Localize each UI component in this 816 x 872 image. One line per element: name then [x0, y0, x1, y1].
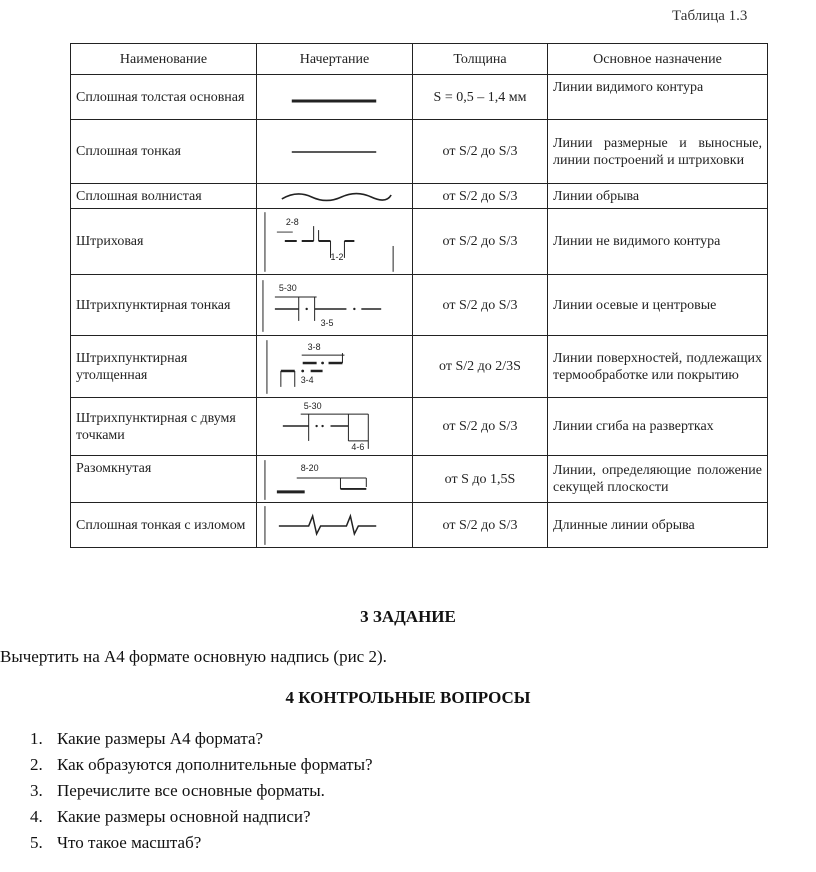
- line-purpose: Линии осевые и центровые: [548, 275, 768, 336]
- table-row: [71, 75, 768, 120]
- table-caption: Таблица 1.3: [672, 8, 748, 24]
- line-name: Сплошная тонкая с изломом: [71, 503, 257, 548]
- line-name: Штрихпунктирная утолщенная: [71, 336, 257, 398]
- table-row: [71, 336, 768, 398]
- task-text: Вычертить на А4 формате основную надпись (рис 2).: [0, 647, 387, 666]
- dim-label: 3-4: [300, 374, 314, 385]
- line-thickness: от S/2 до S/3: [413, 209, 548, 275]
- open-line-icon: [257, 457, 412, 502]
- table-row: [71, 503, 768, 548]
- line-thickness: от S/2 до 2/3S: [413, 336, 548, 398]
- solid-thin-line-icon: [257, 121, 412, 183]
- solid-thick-line-icon: [257, 75, 412, 119]
- line-purpose: Линии размерные и выносные, линии построений и штриховки: [548, 120, 768, 184]
- line-thickness: от S/2 до S/3: [413, 120, 548, 184]
- dash-dot-thick-line-icon: [257, 337, 412, 397]
- table-row: [71, 398, 768, 456]
- line-purpose: Линии, определяющие положение секущей плоскости: [548, 456, 768, 503]
- table-header-row: [71, 44, 768, 75]
- header-thickness: Толщина: [413, 44, 548, 75]
- line-purpose: Линии не видимого контура: [548, 209, 768, 275]
- line-name: Штриховая: [71, 209, 257, 275]
- dim-label: 4-6: [351, 441, 365, 452]
- dim-label: 3-8: [307, 341, 321, 352]
- dashed-line-icon: [257, 210, 412, 274]
- header-drawing: Начертание: [257, 44, 413, 75]
- table-row: [71, 120, 768, 184]
- list-item: 3. Перечислите все основные форматы.: [30, 781, 325, 800]
- dim-label: 2-8: [285, 216, 299, 227]
- line-types-table: [70, 43, 768, 548]
- wavy-line-icon: [257, 184, 412, 208]
- dash-dot-thin-line-icon: [257, 276, 412, 335]
- line-thickness: от S/2 до S/3: [413, 398, 548, 456]
- questions-list: [30, 729, 373, 859]
- list-item: 1. Какие размеры А4 формата?: [30, 729, 264, 748]
- line-thickness: от S/2 до S/3: [413, 503, 548, 548]
- dim-label: 3-5: [320, 317, 334, 328]
- list-item: 2. Как образуются дополнительные форматы?: [30, 755, 373, 774]
- header-purpose: Основное назначение: [548, 44, 768, 75]
- section3-heading: 3 ЗАДАНИЕ: [360, 607, 456, 626]
- line-purpose: Линии обрыва: [548, 184, 768, 209]
- dim-label: 5-30: [303, 400, 322, 411]
- line-purpose: Линии сгиба на развертках: [548, 398, 768, 456]
- table-row: [71, 209, 768, 275]
- table-row: [71, 275, 768, 336]
- line-purpose: Линии видимого контура: [548, 75, 768, 120]
- dash-double-dot-line-icon: [257, 399, 412, 455]
- dim-label: 1-2: [330, 251, 344, 262]
- line-name: Разомкнутая: [71, 456, 257, 503]
- list-item: 4. Какие размеры основной надписи?: [30, 807, 311, 826]
- list-item: 5. Что такое масштаб?: [30, 833, 202, 852]
- table-row: [71, 184, 768, 209]
- table-row: [71, 456, 768, 503]
- line-purpose: Длинные линии обрыва: [548, 503, 768, 548]
- line-thickness: от S до 1,5S: [413, 456, 548, 503]
- line-thickness: S = 0,5 – 1,4 мм: [413, 75, 548, 120]
- zigzag-break-line-icon: [257, 504, 412, 547]
- line-name: Сплошная толстая основная: [71, 75, 257, 120]
- line-name: Сплошная волнистая: [71, 184, 257, 209]
- dim-label: 8-20: [300, 462, 319, 473]
- line-purpose: Линии поверхностей, подлежащих термообработке или покрытию: [548, 336, 768, 398]
- section4-heading: 4 КОНТРОЛЬНЫЕ ВОПРОСЫ: [285, 688, 531, 707]
- header-name: Наименование: [71, 44, 257, 75]
- line-thickness: от S/2 до S/3: [413, 275, 548, 336]
- line-name: Штрихпунктирная с двумя точками: [71, 398, 257, 456]
- line-name: Сплошная тонкая: [71, 120, 257, 184]
- line-thickness: от S/2 до S/3: [413, 184, 548, 209]
- line-name: Штрихпунктирная тонкая: [71, 275, 257, 336]
- dim-label: 5-30: [278, 282, 297, 293]
